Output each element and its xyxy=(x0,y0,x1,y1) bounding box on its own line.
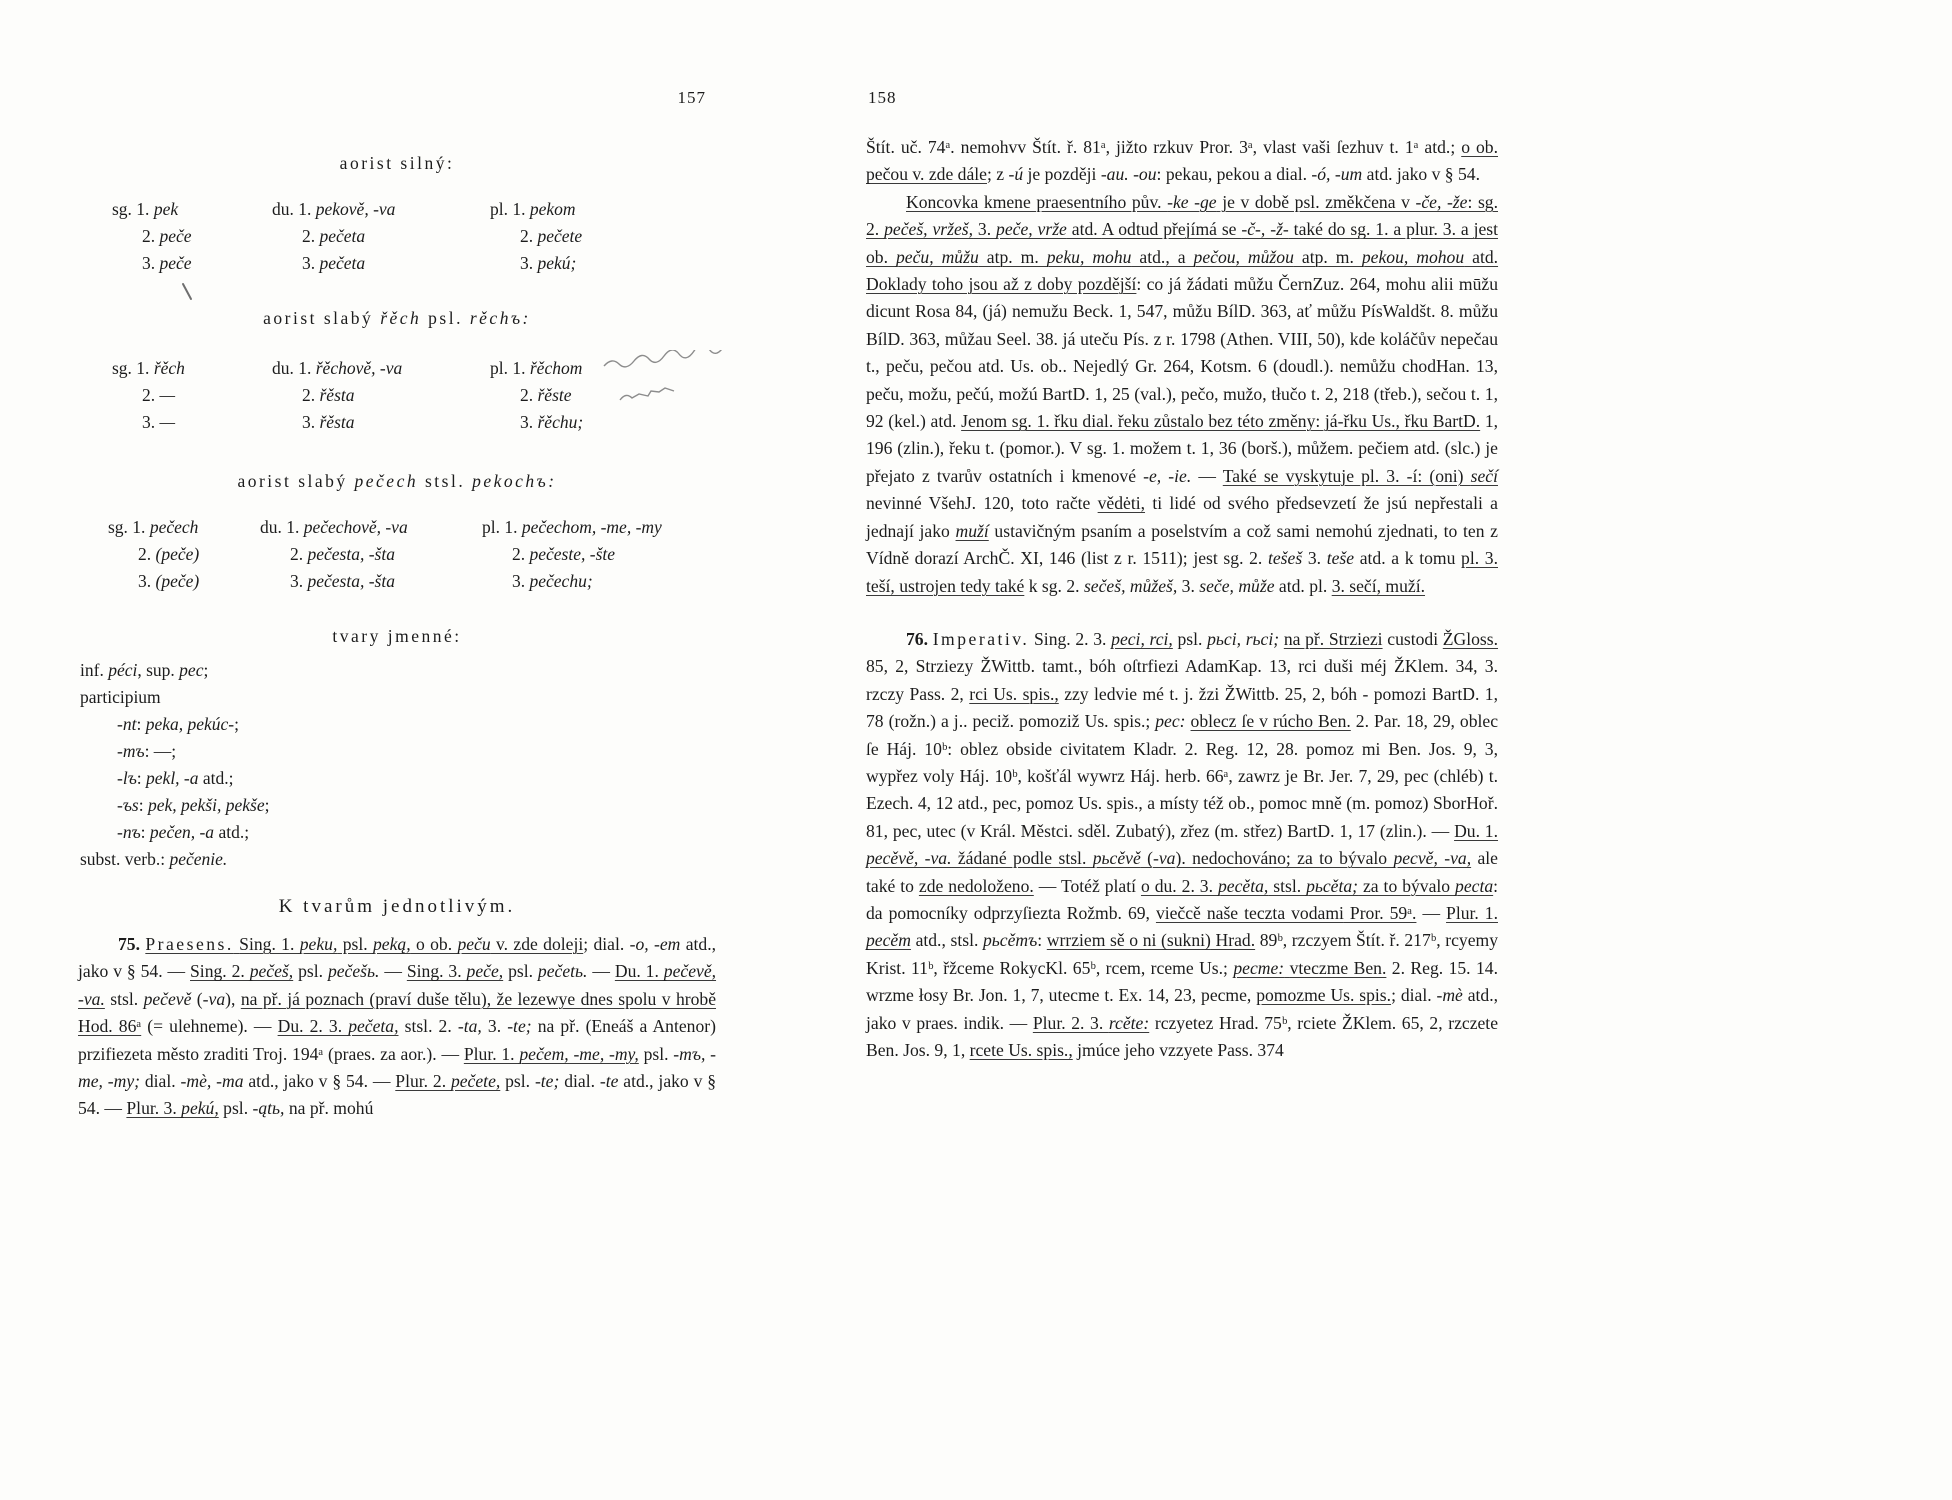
morphology-line: -ъs: pek, pekši, pekše; xyxy=(117,795,270,815)
paradigm-cell: sg. 1. řěch xyxy=(112,358,185,378)
morphology-line: -lъ: pekl, -a atd.; xyxy=(117,768,234,788)
heading-aorist-slaby-pecech: aorist slabý pečech stsl. pekochъ: xyxy=(237,471,557,491)
paradigm-cell: pl. 1. pečechom, -me, -my xyxy=(482,517,662,537)
nominal-forms-list xyxy=(80,657,716,873)
paradigm-cell: 2. pečeste, -šte xyxy=(512,544,616,564)
morphology-line: -nt: peka, pekúc-; xyxy=(117,714,239,734)
paradigm-cell: pl. 1. pekom xyxy=(490,199,576,219)
paradigm-cell: 2. pečesta, -šta xyxy=(290,544,395,564)
morphology-line: -mъ: —; xyxy=(117,741,177,761)
paradigm-table-aorist-silny xyxy=(112,196,716,277)
page-157 xyxy=(78,88,716,1123)
paradigm-cell: du. 1. řěchově, -va xyxy=(272,358,403,378)
paradigm-table-aorist-slaby-pecech xyxy=(108,514,716,595)
heading-aorist-slaby-rech: aorist slabý řěch psl. rěchъ: xyxy=(263,308,531,328)
paradigm-cell: pl. 1. řěchom xyxy=(490,358,583,378)
paragraph-koncovka-kmene: Koncovka kmene praesentního pův. -ke -ge je v době psl. změkčena v -če, -že: sg. 2. pečeš, vržeš, 3. peče, vrže atd. A odtud přejímá se -č-, -ž- také do sg. 1. a plur. 3. a jest ob. peču, můžu atp. m. peku, mohu atd., a pečou, můžou atp. m. pekou, mohou atd. Doklady toho jsou až z doby pozdější: co já žádati můžu ČernZuz. 264, mohu alii mūžu dicunt Rosa 84, (já) nemužu Beck. 1, 547, můžu BílD. 363, ať můžu PísWaldšt. 8. můžu BílD. 363, můžau Seel. 38. já uteču Pís. z r. 1798 (Athen. VIII, 50), kde koláčův nepečau t., peču, pečou atd. Us. ob.. Nejedlý Gr. 264, Kotsm. 6 (doudl.). nemůžu chodHan. 13, peču, možu, pečú, možú BartD. 1, 25 (val.), pečo, mužo, tłučo t. 2, 218 (třeb.), sečou t. 1, 92 (kel.) atd. Jenom sg. 1. řku dial. řeku zůstalo bez této změny: já-řku Us., řku BartD. 1, 196 (zlin.), řeku t. (pomor.). V sg. 1. možem t. 1, 36 (borš.), můžem. pečiem atd. (slc.) je přejato z tvarův ostatních i kmenové -e, -ie. — Také se vyskytuje pl. 3. -í: (oni) sečí nevinné VšehJ. 120, toto račte vědėti, ti lidé od svého předsevzetí že jsú nepřestali a jednají jako muží ustavičným psaním a poselstvím a což sami nemohú zjednati, to ten z Vídně dorazí ArchČ. XI, 146 (list z r. 1511); jest sg. 2. tešeš 3. teše atd. a k tomu pl. 3. teší, ustrojen tedy také k sg. 2. sečeš, můžeš, 3. seče, může atd. pl. 3. sečí, muží. xyxy=(866,191,1499,596)
paradigm-cell: 3. pečechu; xyxy=(512,571,593,591)
paradigm-cell: 3. pekú; xyxy=(520,253,577,273)
paradigm-cell: 2. peče xyxy=(142,226,192,246)
paragraph-76-imperativ: 76. Imperativ. Sing. 2. 3. peci, rci, psl. pьci, rьci; na př. Strziezi custodi ŽGloss. 85, 2, Strziezy ŽWittb. tamt., bóh oſtrfiezi AdamKap. 13, rci duši méj ŽKlem. 34, 3. rzczy Pass. 2, rci Us. spis., zzy ledvie mé t. j. žzi ŽWittb. 25, 2, bóh - pomozi BartD. 1, 78 (rožn.) a j.. peciž. pomoziž Us. spis.; pec: oblecz ſe v rúcho Ben. 2. Par. 18, 29, oblec ſe Háj. 10ᵇ: oblez obside civitatem Kladr. 2. Reg. 12, 28. pomoz mi Ben. Jos. 9, 3, wypřez voly Háj. 10ᵇ, košťál wywrz Háj. herb. 66ᵃ, zawrz je Br. Jer. 7, 29, pec (chléb) t. Ezech. 4, 12 atd., pec, pomoz Us. spis., a místy též ob., pomoc mně (m. pomoz) SborHoř. 81, pec, utec (v Král. Městci. sděl. Zubatý), zřez (m. střez) BartD. 1, 17 (zlin.). — Du. 1. pecěvě, -va. žádané podle stsl. pьcěvě (-va). nedochováno; za to bývalo pecvě, -va, ale také to zde nedoloženo. — Totéž platí o du. 2. 3. pecěta, stsl. pьcěta; za to bývalo pecta: da pomocníky odprzyſiezta Rožmb. 69, viečcě naše teczta vodami Pror. 59ᵃ. — Plur. 1. pecěm atd., stsl. pьcěmъ: wrrziem sě o ni (sukni) Hrad. 89ᵇ, rzczyem Štít. ř. 217ᵇ, rcyemy Krist. 11ᵇ, řžceme RokycKl. 65ᵇ, rcem, rceme Us.; pecme: vteczme Ben. 2. Reg. 15. 14. wrzme łosy Br. Jon. 1, 7, utecme t. Ex. 14, 23, pecme, pomozme Us. spis.; dial. -mè atd., jako v praes. indik. — Plur. 2. 3. rcěte: rczyetez Hrad. 75ᵇ, rciete ŽKlem. 65, 2, rzczete Ben. Jos. 9, 1, rcete Us. spis., jmúce jeho vzzyete Pass. 374 xyxy=(866,628,1499,1060)
heading-aorist-silny: aorist silný: xyxy=(339,153,455,173)
paragraph-75-praesens: 75. Praesens. Sing. 1. peku, psl. peką, o ob. peču v. zde doleji; dial. -o, -em atd., jako v § 54. — Sing. 2. pečeš, psl. pečešь. — Sing. 3. peče, psl. pečetь. — Du. 1. pečevě, -va. stsl. pečevě (-va), na př. já poznach (praví duše tělu), že lezewye dnes spolu v hrobě Hod. 86ᵃ (= ulehneme). — Du. 2. 3. pečeta, stsl. 2. -ta, 3. -te; na př. (Eneáš a Antenor) przifiezeta město zraditi Troj. 194ᵃ (praes. za aor.). — Plur. 1. pečem, -me, -my, psl. -mъ, -me, -my; dial. -mè, -ma atd., jako v § 54. — Plur. 2. pečete, psl. -te; dial. -te atd., jako v § 54. — Plur. 3. pekú, psl. -ątь, na př. mohú xyxy=(78,934,717,1119)
paradigm-cell: 2. — xyxy=(142,385,176,405)
paradigm-cell: 3. peče xyxy=(142,253,192,273)
page-number-left: 157 xyxy=(677,88,706,107)
paradigm-cell: 2. (peče) xyxy=(138,544,200,564)
page-number-right: 158 xyxy=(868,88,897,107)
heading-tvary-jmenne: tvary jmenné: xyxy=(332,626,462,646)
paragraph-continuation: Štít. uč. 74ᵃ. nemohvv Štít. ř. 81ᵃ, jižto rzkuv Pror. 3ᵃ, vlast vaši ſezhuv t. 1ᵃ atd.; o ob. pečou v. zde dále; z -ú je později -au. -ou: pekau, pekou a dial. -ó, -um atd. jako v § 54. xyxy=(866,137,1498,185)
page-158 xyxy=(866,88,1498,1064)
paradigm-cell: 2. řěste xyxy=(520,385,572,405)
paradigm-cell: 2. pečete xyxy=(520,226,583,246)
paradigm-cell: 3. pečeta xyxy=(302,253,366,273)
paradigm-cell: 2. řěsta xyxy=(302,385,355,405)
paradigm-cell: sg. 1. pek xyxy=(112,199,179,219)
paradigm-cell: 3. (peče) xyxy=(138,571,200,591)
paradigm-cell: 3. řěchu; xyxy=(520,412,584,432)
pencil-checkmark xyxy=(178,280,198,304)
handwritten-note xyxy=(596,350,826,420)
paradigm-cell: du. 1. pekově, -va xyxy=(272,199,396,219)
paradigm-cell: 3. řěsta xyxy=(302,412,355,432)
heading-k-tvarum-jednotlivym: K tvarům jednotlivým. xyxy=(278,896,516,917)
morphology-line: subst. verb.: pečenie. xyxy=(80,849,228,869)
morphology-line: -nъ: pečen, -a atd.; xyxy=(117,822,250,842)
paradigm-cell: sg. 1. pečech xyxy=(108,517,199,537)
morphology-line: participium xyxy=(80,687,161,707)
morphology-line: inf. péci, sup. pec; xyxy=(80,660,209,680)
paradigm-cell: 3. pečesta, -šta xyxy=(290,571,395,591)
paradigm-cell: 2. pečeta xyxy=(302,226,366,246)
paradigm-cell: du. 1. pečechově, -va xyxy=(260,517,408,537)
paradigm-cell: 3. — xyxy=(142,412,176,432)
